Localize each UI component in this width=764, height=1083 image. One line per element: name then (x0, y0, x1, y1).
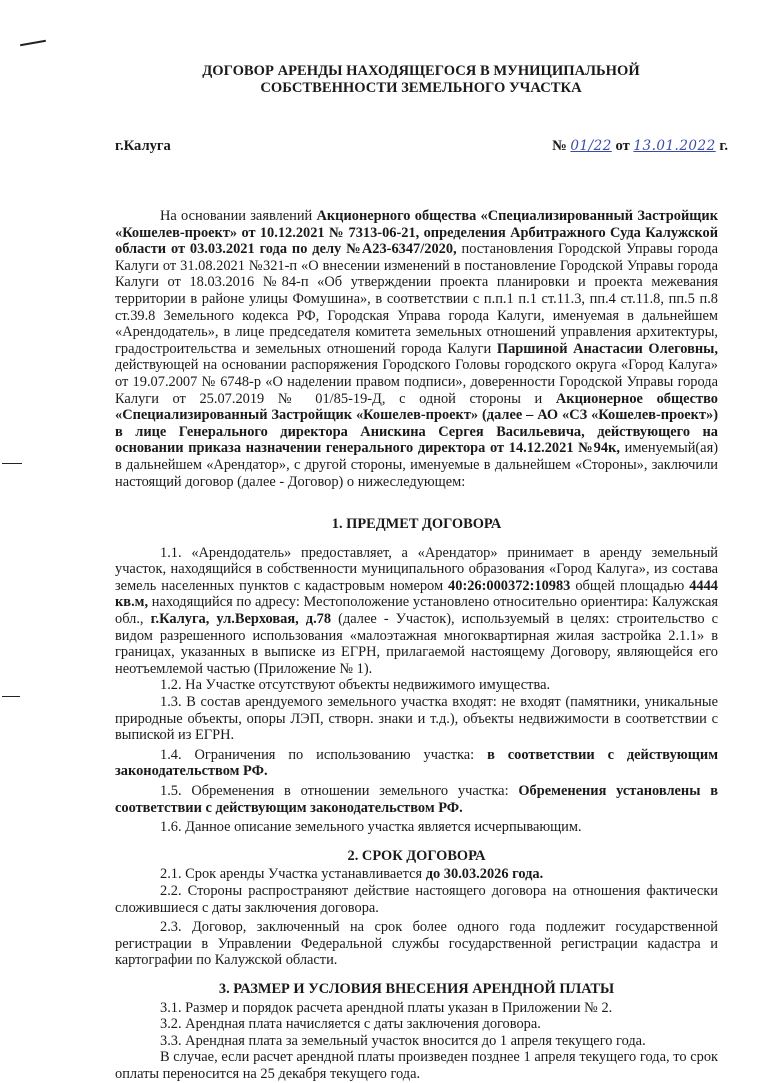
text: 3.3. Арендная плата за земельный участок вносится до 1 апреля текущего года. (160, 1032, 646, 1049)
paragraph (115, 1033, 718, 1050)
text: 1.2. На Участке отсутствуют объекты недвижимого имущества. (160, 677, 551, 694)
paragraph (115, 677, 718, 694)
date-prefix: от (615, 138, 630, 154)
bold-text: 4444 кв.м, (115, 577, 718, 611)
number-prefix: № (552, 138, 567, 154)
title-line-2: СОБСТВЕННОСТИ ЗЕМЕЛЬНОГО УЧАСТКА (260, 80, 582, 96)
paragraph (115, 208, 718, 490)
paragraph (115, 866, 718, 883)
text: постановления Городской Управы города Калуги от 31.08.2021 №321-п «О внесении изменений в постановление Городской Управы города Калуги от 18.03.2016 №84-п «Об утверждении проекта планировки и проекта межевания территории в районе улицы Фомушина», в соответствии с п.п.1 п.1 ст.11.3, пп.4 ст.11.8, пп.5 п.8 ст.39.8 Земельного кодекса РФ, Городская Управа города Калуги, именуемая в дальнейшем «Арендодатель», в лице председателя комитета земельных отношений управления архитектуры, градостроительства и земельных отношений города Калуги (115, 241, 718, 357)
text: 1.6. Данное описание земельного участка является исчерпывающим. (160, 819, 582, 836)
text: На основании заявлений (160, 208, 317, 224)
text: 2.3. Договор, заключенный на срок более одного года подлежит государственной регистрации в Управлении Федеральной службы государственной регистрации кадастра и картографии по Калужской области. (115, 919, 718, 969)
contract-number (552, 138, 728, 155)
paragraph (115, 919, 718, 969)
document-body (115, 208, 718, 1083)
bold-text: 40:26:000372:10983 (448, 577, 571, 594)
handwritten-number: 01/22 (570, 138, 612, 154)
paragraph (115, 1049, 718, 1082)
handwritten-date: 13.01.2022 (633, 138, 716, 154)
text: общей площадью (570, 577, 690, 594)
bold-text: Обременения установлены в соответствии с действующим законодательством РФ. (115, 783, 718, 816)
bold-text: в соответствии с действующим законодательством РФ. (115, 746, 718, 780)
bold-text: г.Калуга, ул.Верховая, д.78 (150, 611, 332, 628)
document-title (115, 63, 727, 97)
city: г.Калуга (115, 138, 171, 154)
text: находящийся по адресу: Местоположение установлено относительно ориентира: Калужская обл., (115, 594, 718, 628)
text: 1.3. В состав арендуемого земельного участка входят: не входят (памятники, уникальные природные объекты, опоры ЛЭП, створн. знаки и т.д.), объекты недвижимости в соответствии с выпиской из ЕГРН. (115, 694, 718, 744)
scan-mark (2, 463, 22, 464)
title-line-1: ДОГОВОР АРЕНДЫ НАХОДЯЩЕГОСЯ В МУНИЦИПАЛЬНОЙ (202, 63, 640, 79)
text: 3.1. Размер и порядок расчета арендной платы указан в Приложении № 2. (160, 999, 613, 1016)
text: В случае, если расчет арендной платы произведен позднее 1 апреля текущего года, то срок оплаты переносится на 25 декабря текущего года. (115, 1049, 718, 1082)
scan-mark (2, 696, 20, 697)
paragraph (115, 1016, 718, 1033)
section-heading: 3. РАЗМЕР И УСЛОВИЯ ВНЕСЕНИЯ АРЕНДНОЙ ПЛАТЫ (218, 980, 615, 997)
text: 2.1. Срок аренды Участка устанавливается (160, 866, 426, 883)
paragraph (115, 545, 718, 678)
paragraph (115, 883, 718, 916)
bold-text: Акционерного общества «Специализированный Застройщик «Кошелев-проект» от 10.12.2021 № 7313-06-21, определения Арбитражного Суда Калужской области от 03.03.2021 года по делу №А23-6347/2020, (115, 208, 718, 258)
text: именуемый(ая) в дальнейшем «Арендатор», с другой стороны, именуемые в дальнейшем «Стороны», заключили настоящий договор (далее - Договор) о нижеследующем: (115, 440, 718, 490)
bold-text: до 30.03.2026 года. (425, 866, 544, 883)
bold-text: Паршиной Анастасии Олеговны, (496, 340, 718, 357)
text: действующей на основании распоряжения Городского Головы городского округа «Город Калуга» от 19.07.2007 № 6748-р «О наделении правом подписи», доверенности Городской Управы города Калуги от 25.07.2019 № 01/85-19-Д, с одной стороны и (115, 357, 718, 407)
text: 1.5. Обременения в отношении земельного участка: (160, 783, 519, 799)
bold-text: Акционерное общество «Специализированный Застройщик «Кошелев-проект» (далее – АО «СЗ «Кошелев-проект») в лице Генерального директора Анискина Сергея Васильевича, действующего на основании приказа назначении генерального директора от 14.12.2021 №94к, (115, 390, 718, 457)
scan-mark (20, 40, 46, 46)
date-suffix: г. (719, 138, 728, 154)
section-heading: 1. ПРЕДМЕТ ДОГОВОРА (331, 516, 502, 533)
section-heading: 2. СРОК ДОГОВОРА (347, 847, 486, 864)
paragraph (115, 819, 718, 836)
text: 1.4. Ограничения по использованию участка: (160, 746, 488, 763)
text: (далее - Участок), используемый в целях: строительство с видом разрешенного использования «малоэтажная многоквартирная жилая застройка 2.1.1» в границах, указанных в выписке из ЕГРН, прилагаемой настоящему Договору, являющейся его неотъемлемой частью (Приложение № 1). (115, 611, 718, 677)
text: 3.2. Арендная плата начисляется с даты заключения договора. (160, 1016, 541, 1033)
paragraph (115, 783, 718, 816)
paragraph (115, 1000, 718, 1017)
paragraph (115, 747, 718, 780)
paragraph (115, 694, 718, 744)
text: 2.2. Стороны распространяют действие настоящего договора на отношения фактически сложившиеся с даты заключения договора. (115, 882, 718, 916)
text: 1.1. «Арендодатель» предоставляет, а «Арендатор» принимает в аренду земельный участок, находящийся в собственности муниципального образования «Город Калуга», из состава земель населенных пунктов с кадастровым номером (115, 544, 718, 594)
